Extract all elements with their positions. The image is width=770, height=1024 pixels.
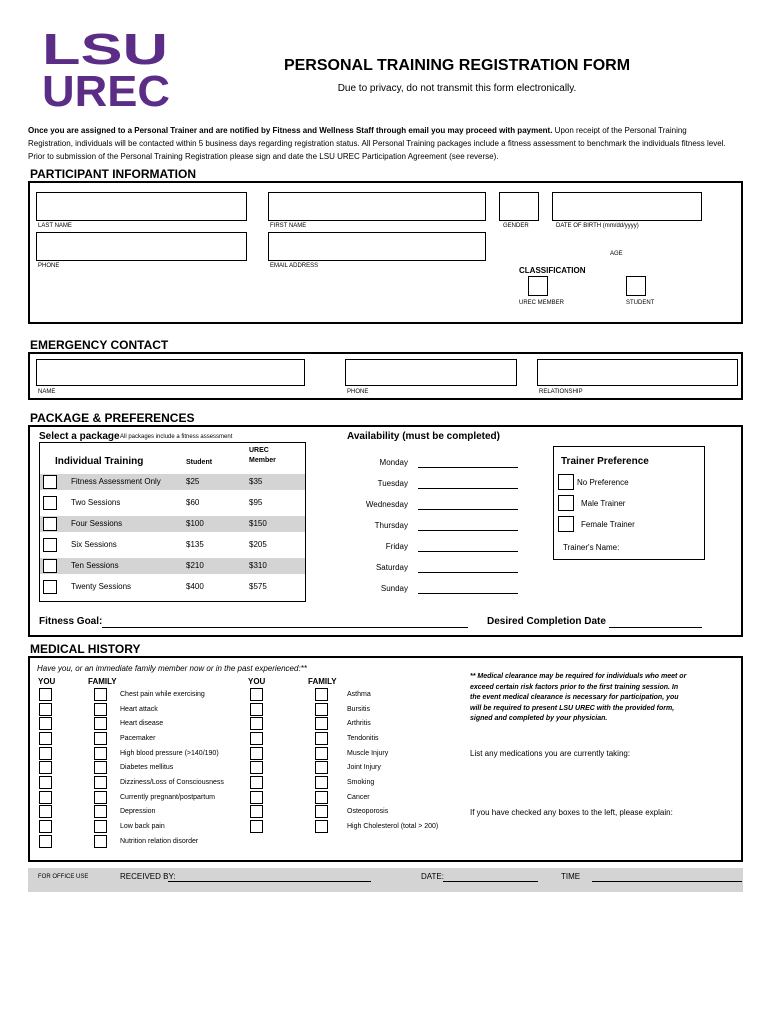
last-name-field[interactable]	[36, 192, 247, 221]
gender-field[interactable]	[499, 192, 539, 221]
condition-label: Smoking	[347, 779, 375, 786]
you-checkbox[interactable]	[250, 776, 263, 789]
male-trainer-checkbox[interactable]	[558, 495, 574, 511]
you-checkbox[interactable]	[250, 791, 263, 804]
family-checkbox[interactable]	[94, 732, 107, 745]
logo-line-1: LSU	[42, 26, 168, 74]
urec-member-checkbox[interactable]	[528, 276, 548, 296]
package-urec-price: $95	[249, 498, 263, 507]
availability-line-monday[interactable]	[418, 467, 518, 468]
package-checkbox[interactable]	[43, 580, 57, 594]
emergency-relationship-label: RELATIONSHIP	[539, 389, 583, 395]
family-checkbox[interactable]	[315, 805, 328, 818]
condition-label: Arthritis	[347, 720, 371, 727]
completion-date-line[interactable]	[609, 627, 702, 628]
package-checkbox[interactable]	[43, 475, 57, 489]
you-header-right: YOU	[248, 677, 266, 686]
medical-question: Have you, or an immediate family member now or in the past experienced:**	[37, 664, 307, 673]
availability-line-friday[interactable]	[418, 551, 518, 552]
family-checkbox[interactable]	[94, 688, 107, 701]
condition-label: Cancer	[347, 794, 370, 801]
female-trainer-checkbox[interactable]	[558, 516, 574, 532]
family-checkbox[interactable]	[94, 761, 107, 774]
date-label: DATE:	[421, 872, 444, 881]
form-title: PERSONAL TRAINING REGISTRATION FORM	[283, 57, 631, 74]
gender-label: GENDER	[503, 223, 529, 229]
emergency-name-field[interactable]	[36, 359, 305, 386]
package-checkbox[interactable]	[43, 517, 57, 531]
time-label: TIME	[561, 872, 581, 881]
you-checkbox[interactable]	[39, 717, 52, 730]
emergency-relationship-field[interactable]	[537, 359, 738, 386]
no-preference-label: No Preference	[577, 478, 629, 487]
package-checkbox[interactable]	[43, 559, 57, 573]
explain-label: If you have checked any boxes to the left, please explain:	[470, 808, 673, 817]
received-by-label: RECEIVED BY:	[120, 872, 176, 881]
day-label-tuesday: Tuesday	[377, 479, 408, 488]
package-urec-price: $150	[249, 519, 267, 528]
lsu-urec-logo	[42, 26, 172, 108]
day-label-friday: Friday	[385, 542, 408, 551]
family-header-right: FAMILY	[308, 677, 337, 686]
package-student-price: $100	[186, 519, 204, 528]
package-urec-price: $310	[249, 561, 267, 570]
emergency-phone-label: PHONE	[347, 389, 369, 395]
participant-heading: PARTICIPANT INFORMATION	[30, 167, 196, 181]
you-checkbox[interactable]	[39, 820, 52, 833]
emergency-heading: EMERGENCY CONTACT	[30, 338, 169, 352]
condition-label: Pacemaker	[120, 735, 156, 742]
family-checkbox[interactable]	[94, 835, 107, 848]
package-student-price: $25	[186, 477, 200, 486]
you-checkbox[interactable]	[39, 791, 52, 804]
medical-heading: MEDICAL HISTORY	[30, 642, 141, 656]
availability-line-saturday[interactable]	[418, 572, 518, 573]
logo-line-2: UREC	[42, 67, 170, 108]
you-checkbox[interactable]	[250, 732, 263, 745]
package-heading: PACKAGE & PREFERENCES	[30, 411, 195, 425]
family-checkbox[interactable]	[315, 776, 328, 789]
email-label: EMAIL ADDRESS	[270, 263, 319, 269]
availability-line-thursday[interactable]	[418, 530, 518, 531]
day-label-monday: Monday	[379, 458, 408, 467]
student-checkbox[interactable]	[626, 276, 646, 296]
condition-label: Chest pain while exercising	[120, 691, 205, 698]
condition-label: Nutrition relation disorder	[120, 838, 199, 845]
package-urec-price: $35	[249, 477, 263, 486]
student-col-header: Student	[186, 459, 213, 466]
medications-label: List any medications you are currently taking:	[470, 749, 631, 758]
package-checkbox[interactable]	[43, 496, 57, 510]
package-urec-price: $205	[249, 540, 267, 549]
you-checkbox[interactable]	[39, 776, 52, 789]
package-checkbox[interactable]	[43, 538, 57, 552]
package-name: Two Sessions	[71, 498, 121, 507]
package-row[interactable]	[40, 474, 305, 490]
family-checkbox[interactable]	[315, 703, 328, 716]
date-line[interactable]	[443, 881, 538, 882]
you-checkbox[interactable]	[39, 688, 52, 701]
last-name-label: LAST NAME	[38, 223, 72, 229]
day-label-thursday: Thursday	[374, 521, 408, 530]
condition-label: Heart disease	[120, 720, 164, 727]
condition-label: High blood pressure (>140/190)	[120, 750, 219, 757]
you-header-left: YOU	[38, 677, 56, 686]
family-checkbox[interactable]	[315, 747, 328, 760]
package-name: Six Sessions	[71, 540, 117, 549]
availability-line-wednesday[interactable]	[418, 509, 518, 510]
package-urec-price: $575	[249, 582, 267, 591]
availability-line-tuesday[interactable]	[418, 488, 518, 489]
no-preference-checkbox[interactable]	[558, 474, 574, 490]
first-name-label: FIRST NAME	[270, 223, 307, 229]
package-row[interactable]	[40, 579, 305, 595]
you-checkbox[interactable]	[250, 703, 263, 716]
trainer-preference-header: Trainer Preference	[561, 456, 649, 467]
male-trainer-label: Male Trainer	[581, 499, 626, 508]
package-row[interactable]	[40, 495, 305, 511]
intro-rest: Upon receipt of the Personal Training Registration, individuals will be contacted within 5 business days regarding registration status. All Personal Training packages include a fitness assessment to benchmark the individuals fitness level. Prior to submission of the Personal Training Registration please sign and date the LSU UREC Participation Agreement (see reverse).	[28, 126, 726, 161]
family-checkbox[interactable]	[94, 805, 107, 818]
condition-label: Tendonitis	[347, 735, 379, 742]
email-field[interactable]	[268, 232, 486, 261]
office-use-label: FOR OFFICE USE	[38, 874, 89, 880]
trainers-name-label: Trainer's Name:	[563, 543, 620, 552]
condition-label: High Cholesterol (total > 200)	[347, 823, 439, 830]
age-label: AGE	[610, 251, 623, 257]
you-checkbox[interactable]	[39, 747, 52, 760]
fitness-goal-label: Fitness Goal:	[39, 616, 103, 627]
availability-line-sunday[interactable]	[418, 593, 518, 594]
urec-col-header-1: UREC	[249, 447, 269, 454]
package-name: Four Sessions	[71, 519, 123, 528]
completion-date-label: Desired Completion Date	[487, 616, 606, 627]
you-checkbox[interactable]	[39, 835, 52, 848]
you-checkbox[interactable]	[39, 761, 52, 774]
family-checkbox[interactable]	[94, 747, 107, 760]
package-name: Ten Sessions	[71, 561, 119, 570]
family-checkbox[interactable]	[94, 791, 107, 804]
day-label-wednesday: Wednesday	[365, 500, 408, 509]
intro-paragraph	[28, 124, 728, 163]
condition-label: Joint Injury	[347, 764, 381, 771]
you-checkbox[interactable]	[250, 688, 263, 701]
family-checkbox[interactable]	[94, 703, 107, 716]
select-package-note: All packages include a fitness assessment	[120, 434, 233, 440]
condition-label: Low back pain	[120, 823, 165, 830]
intro-bold: Once you are assigned to a Personal Trainer and are notified by Fitness and Wellness Staff through email you may proceed with payment.	[28, 126, 553, 135]
condition-label: Currently pregnant/postpartum	[120, 794, 215, 801]
condition-label: Dizziness/Loss of Consciousness	[120, 779, 224, 786]
condition-label: Heart attack	[120, 706, 158, 713]
family-checkbox[interactable]	[315, 791, 328, 804]
package-row[interactable]	[40, 537, 305, 553]
condition-label: Depression	[120, 808, 156, 815]
dob-label: DATE OF BIRTH (mm/dd/yyyy)	[556, 223, 639, 229]
family-checkbox[interactable]	[94, 717, 107, 730]
select-package-label: Select a package	[39, 431, 120, 442]
individual-training-header: Individual Training	[55, 456, 144, 467]
classification-label: CLASSIFICATION	[519, 266, 586, 275]
you-checkbox[interactable]	[250, 717, 263, 730]
form-subtitle: Due to privacy, do not transmit this form electronically.	[337, 83, 577, 94]
emergency-name-label: NAME	[38, 389, 56, 395]
family-checkbox[interactable]	[315, 820, 328, 833]
you-checkbox[interactable]	[250, 747, 263, 760]
urec-member-label: UREC MEMBER	[519, 300, 565, 306]
female-trainer-label: Female Trainer	[581, 520, 635, 529]
you-checkbox[interactable]	[39, 732, 52, 745]
you-checkbox[interactable]	[39, 703, 52, 716]
dob-field[interactable]	[552, 192, 702, 221]
family-checkbox[interactable]	[315, 717, 328, 730]
family-header-left: FAMILY	[88, 677, 117, 686]
first-name-field[interactable]	[268, 192, 486, 221]
package-student-price: $210	[186, 561, 204, 570]
package-student-price: $135	[186, 540, 204, 549]
urec-col-header-2: Member	[249, 457, 276, 464]
package-student-price: $400	[186, 582, 204, 591]
package-name: Fitness Assessment Only	[71, 477, 161, 486]
family-checkbox[interactable]	[94, 776, 107, 789]
condition-label: Diabetes mellitus	[120, 764, 174, 771]
phone-field[interactable]	[36, 232, 247, 261]
fitness-goal-line[interactable]	[102, 627, 468, 628]
time-line[interactable]	[592, 881, 742, 882]
emergency-phone-field[interactable]	[345, 359, 517, 386]
family-checkbox[interactable]	[94, 820, 107, 833]
package-row[interactable]	[40, 516, 305, 532]
family-checkbox[interactable]	[315, 732, 328, 745]
phone-label: PHONE	[38, 263, 60, 269]
condition-label: Asthma	[347, 691, 371, 698]
condition-label: Muscle Injury	[347, 750, 389, 757]
you-checkbox[interactable]	[250, 761, 263, 774]
you-checkbox[interactable]	[39, 805, 52, 818]
availability-header: Availability (must be completed)	[347, 431, 500, 442]
day-label-saturday: Saturday	[375, 563, 408, 572]
medical-clearance-note: ** Medical clearance may be required for individuals who meet or exceed certain risk factors prior to the first training session. In the event medical clearance is necessary for participation, you will be required to present LSU UREC with the provided form, signed and completed by your physician.	[470, 673, 687, 722]
received-by-line[interactable]	[168, 881, 371, 882]
you-checkbox[interactable]	[250, 805, 263, 818]
day-label-sunday: Sunday	[380, 584, 408, 593]
family-checkbox[interactable]	[315, 688, 328, 701]
package-student-price: $60	[186, 498, 200, 507]
condition-label: Bursitis	[347, 706, 370, 713]
family-checkbox[interactable]	[315, 761, 328, 774]
package-row[interactable]	[40, 558, 305, 574]
condition-label: Osteoporosis	[347, 808, 389, 815]
you-checkbox[interactable]	[250, 820, 263, 833]
student-label: STUDENT	[626, 300, 655, 306]
package-name: Twenty Sessions	[71, 582, 132, 591]
